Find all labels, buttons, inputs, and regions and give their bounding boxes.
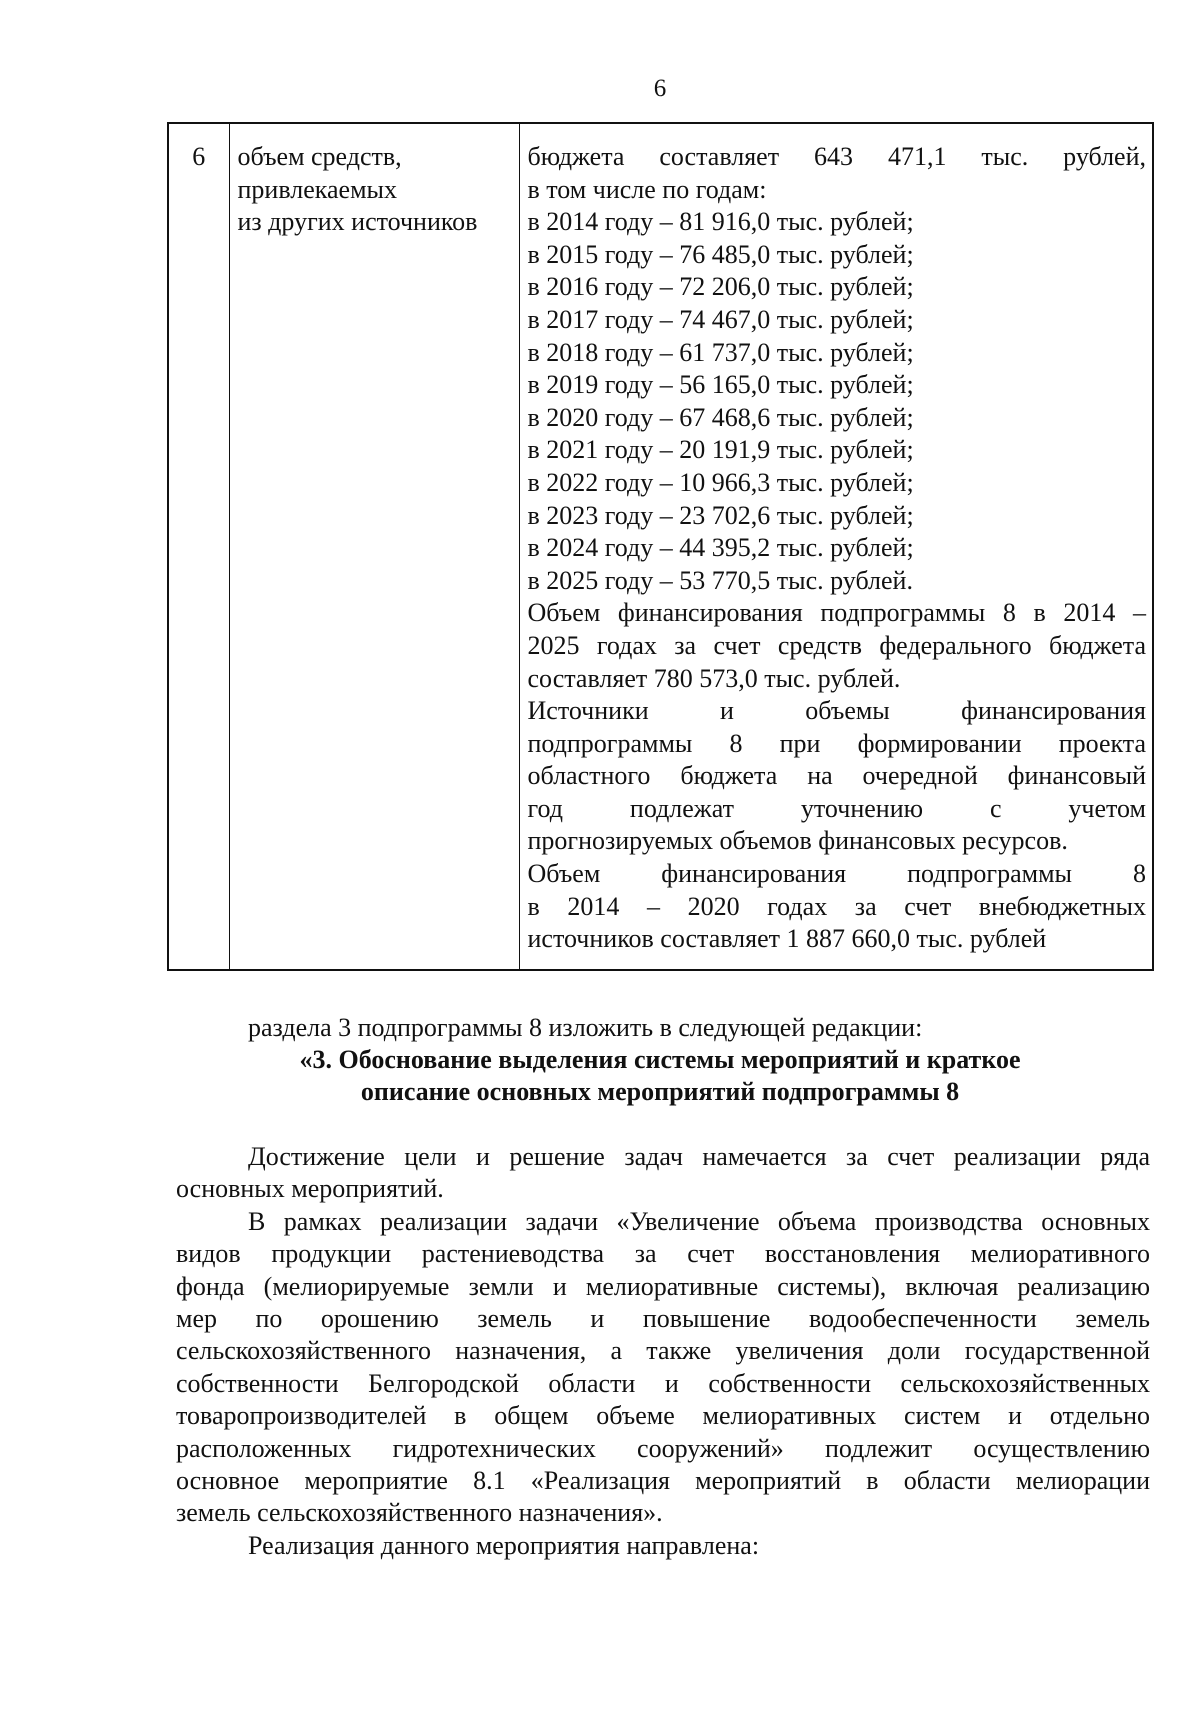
- value-line: год подлежат уточнению с учетом: [527, 793, 1146, 823]
- section-heading-line-2: описание основных мероприятий подпрограммы 8: [360, 1077, 960, 1106]
- value-line: в 2024 году – 44 395,2 тыс. рублей;: [527, 533, 914, 563]
- value-line: Источники и объемы финансирования: [527, 696, 1146, 726]
- row-name-cell: [229, 123, 519, 970]
- paragraph-line: собственности Белгородской области и собственности сельскохозяйственных: [176, 1368, 1150, 1398]
- value-line: в 2025 году – 53 770,5 тыс. рублей.: [527, 565, 913, 595]
- paragraph-line: основных мероприятий.: [176, 1174, 444, 1204]
- value-line: 2025 годах за счет средств федерального бюджета: [527, 630, 1146, 660]
- paragraph-line: расположенных гидротехнических сооружений» подлежит осуществлению: [176, 1433, 1150, 1463]
- value-line: Объем финансирования подпрограммы 8 в 2014 –: [527, 598, 1146, 628]
- value-line: в 2021 году – 20 191,9 тыс. рублей;: [527, 435, 914, 465]
- paragraph-line: видов продукции растениеводства за счет восстановления мелиоративного: [176, 1239, 1150, 1269]
- value-line: прогнозируемых объемов финансовых ресурсов.: [527, 826, 1068, 856]
- intro-text: раздела 3 подпрограммы 8 изложить в следующей редакции:: [248, 1013, 923, 1042]
- section-heading-line-1: «3. Обоснование выделения системы мероприятий и краткое: [299, 1045, 1021, 1074]
- paragraph-line: мер по орошению земель и повышение водообеспеченности земель: [176, 1304, 1150, 1334]
- value-line: в 2022 году – 10 966,3 тыс. рублей;: [527, 467, 914, 497]
- value-line: в 2017 году – 74 467,0 тыс. рублей;: [527, 304, 914, 334]
- value-line: в 2015 году – 76 485,0 тыс. рублей;: [527, 239, 914, 269]
- paragraph-line: земель сельскохозяйственного назначения».: [176, 1498, 663, 1528]
- page-number: 6: [653, 75, 667, 102]
- value-line: в 2016 году – 72 206,0 тыс. рублей;: [527, 272, 914, 302]
- paragraph-line: основное мероприятие 8.1 «Реализация мероприятий в области мелиорации: [176, 1466, 1150, 1496]
- table-row: [168, 123, 1153, 970]
- paragraph-line: Реализация данного мероприятия направлена:: [248, 1530, 760, 1560]
- value-line: подпрограммы 8 при формировании проекта: [527, 728, 1146, 758]
- body-text: [176, 1141, 1150, 1562]
- value-line: в 2023 году – 23 702,6 тыс. рублей;: [527, 500, 914, 530]
- row-name-line: привлекаемых: [237, 174, 398, 204]
- funding-table: [167, 122, 1154, 971]
- paragraph-line: Достижение цели и решение задач намечается за счет реализации ряда: [248, 1142, 1150, 1171]
- paragraph-line: сельскохозяйственного назначения, а также увеличения доли государственной: [176, 1336, 1150, 1366]
- row-name-line: из других источников: [237, 207, 478, 237]
- value-line: в 2018 году – 61 737,0 тыс. рублей;: [527, 337, 914, 367]
- row-value-cell: [519, 123, 1153, 970]
- value-line: источников составляет 1 887 660,0 тыс. рублей: [527, 924, 1047, 954]
- row-name-line: объем средств,: [237, 142, 402, 171]
- row-number: 6: [168, 123, 229, 970]
- value-line: в 2014 – 2020 годах за счет внебюджетных: [527, 891, 1146, 921]
- value-line: областного бюджета на очередной финансовый: [527, 761, 1146, 791]
- paragraph-line: В рамках реализации задачи «Увеличение объема производства основных: [248, 1206, 1150, 1236]
- value-line: Объем финансирования подпрограммы 8: [527, 859, 1146, 889]
- value-line: в 2020 году – 67 468,6 тыс. рублей;: [527, 402, 914, 432]
- value-line: бюджета составляет 643 471,1 тыс. рублей,: [527, 142, 1146, 171]
- value-line: в 2019 году – 56 165,0 тыс. рублей;: [527, 370, 914, 400]
- value-line: составляет 780 573,0 тыс. рублей.: [527, 663, 901, 693]
- value-line: в том числе по годам:: [527, 174, 767, 204]
- paragraph-line: фонда (мелиорируемые земли и мелиоративные системы), включая реализацию: [176, 1271, 1150, 1301]
- paragraph-line: товаропроизводителей в общем объеме мелиоративных систем и отдельно: [176, 1401, 1150, 1431]
- value-line: в 2014 году – 81 916,0 тыс. рублей;: [527, 207, 914, 237]
